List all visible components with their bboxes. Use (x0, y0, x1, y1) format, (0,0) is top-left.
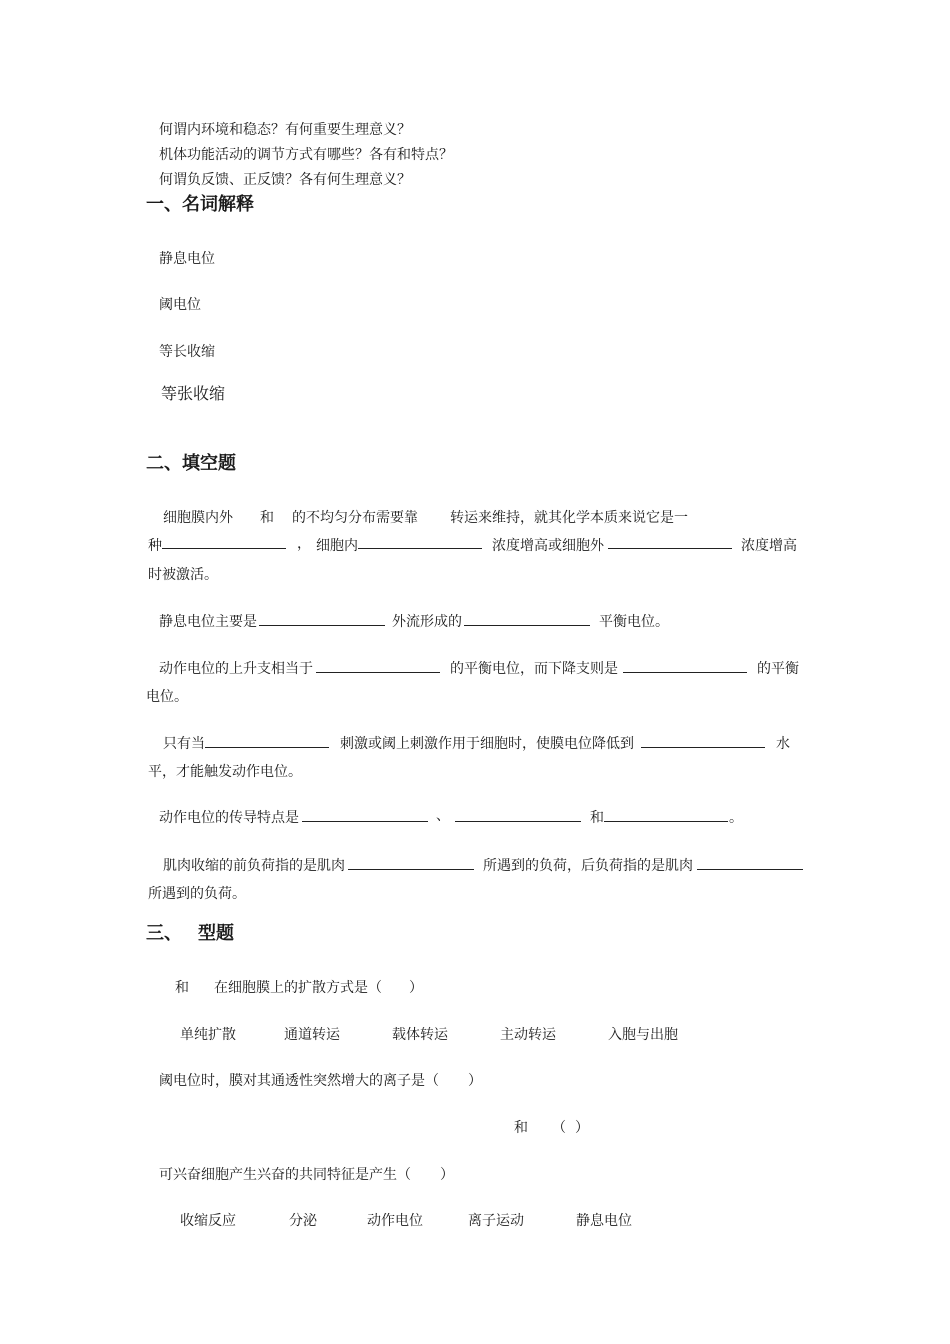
answer-blank[interactable] (162, 548, 286, 549)
answer-blank[interactable] (302, 821, 428, 822)
answer-blank[interactable] (604, 821, 728, 822)
intro-question-3: 何谓负反馈、正反馈？各有何生理意义？ (159, 172, 411, 188)
answer-blank[interactable] (348, 869, 474, 870)
fill-q5-text: 、 (436, 808, 450, 824)
mc-option[interactable]: 动作电位 (367, 1213, 423, 1229)
fill-q3-text: 的平衡 (757, 661, 799, 677)
term-item: 静息电位 (159, 251, 215, 267)
fill-q3-text: 的平衡电位，而下降支则是 (450, 661, 618, 677)
fill-q1-text: 转运来维持，就其化学本质来说它是一 (450, 510, 688, 526)
answer-blank[interactable] (697, 869, 803, 870)
answer-blank[interactable] (259, 625, 385, 626)
section3-heading: 三、 (146, 923, 182, 944)
fill-q6-text: 所遇到的负荷，后负荷指的是肌肉 (483, 858, 693, 874)
answer-blank[interactable] (316, 672, 440, 673)
mc-q2-stem: 阈电位时，膜对其通透性突然增大的离子是（ (159, 1073, 439, 1089)
fill-q5-text: 动作电位的传导特点是 (159, 810, 299, 826)
fill-q2-text: 静息电位主要是 (159, 614, 257, 630)
mc-option[interactable]: 收缩反应 (180, 1213, 236, 1229)
fill-q1-text: 种 (148, 538, 162, 554)
fill-q3-text: 电位。 (146, 689, 188, 705)
mc-q2-line2: ） (575, 1120, 589, 1136)
answer-blank[interactable] (608, 548, 732, 549)
fill-q6-text: 肌肉收缩的前负荷指的是肌肉 (163, 858, 345, 874)
fill-q2-text: 平衡电位。 (599, 614, 669, 630)
fill-q1-text: 浓度增高或细胞外 (492, 538, 604, 554)
fill-q2-text: 外流形成的 (392, 614, 462, 630)
mc-q2-line2: 和 (514, 1120, 528, 1136)
fill-q1-text: 细胞膜内外 (163, 510, 233, 526)
answer-blank[interactable] (623, 672, 747, 673)
answer-blank[interactable] (358, 548, 482, 549)
fill-q1-text: 时被激活。 (148, 567, 218, 583)
fill-q5-text: 和 (590, 810, 604, 826)
fill-q1-text: 细胞内 (316, 538, 358, 554)
mc-option[interactable]: 静息电位 (576, 1213, 632, 1229)
mc-q1-stem: ） (409, 980, 423, 996)
answer-blank[interactable] (641, 747, 765, 748)
mc-q2-line2: （ (552, 1120, 566, 1136)
intro-question-1: 何谓内环境和稳态？有何重要生理意义？ (159, 122, 411, 138)
mc-q2-stem: ） (468, 1073, 482, 1089)
mc-q3-stem: ） (440, 1167, 454, 1183)
mc-q1-stem: 和 (175, 980, 189, 996)
mc-option[interactable]: 分泌 (289, 1213, 317, 1229)
mc-q1-stem: 在细胞膜上的扩散方式是（ (214, 980, 382, 996)
mc-option[interactable]: 离子运动 (468, 1213, 524, 1229)
answer-blank[interactable] (205, 747, 329, 748)
fill-q5-text: 。 (729, 810, 743, 826)
mc-option[interactable]: 入胞与出胞 (608, 1027, 678, 1043)
section2-heading: 二、填空题 (146, 453, 236, 474)
term-item: 等长收缩 (159, 344, 215, 360)
fill-q4-text: 刺激或阈上刺激作用于细胞时，使膜电位降低到 (340, 736, 634, 752)
mc-q3-stem: 可兴奋细胞产生兴奋的共同特征是产生（ (159, 1167, 411, 1183)
fill-q3-text: 动作电位的上升支相当于 (159, 661, 313, 677)
term-item: 等张收缩 (161, 384, 226, 403)
mc-option[interactable]: 载体转运 (392, 1027, 448, 1043)
term-item: 阈电位 (159, 297, 201, 313)
fill-q4-text: 只有当 (163, 736, 205, 752)
answer-blank[interactable] (455, 821, 581, 822)
mc-option[interactable]: 通道转运 (284, 1027, 340, 1043)
fill-q1-text: ， (297, 536, 311, 552)
fill-q1-text: 和 (260, 510, 274, 526)
section1-heading: 一、名词解释 (146, 194, 254, 215)
fill-q4-text: 平，才能触发动作电位。 (148, 764, 302, 780)
mc-option[interactable]: 主动转运 (500, 1027, 556, 1043)
section3-heading-type: 型题 (198, 923, 234, 944)
intro-question-2: 机体功能活动的调节方式有哪些？各有和特点？ (159, 147, 453, 163)
fill-q1-text: 浓度增高 (741, 538, 797, 554)
fill-q6-text: 所遇到的负荷。 (148, 886, 246, 902)
fill-q4-text: 水 (776, 736, 790, 752)
mc-option[interactable]: 单纯扩散 (180, 1027, 236, 1043)
fill-q1-text: 的不均匀分布需要靠 (292, 510, 418, 526)
answer-blank[interactable] (464, 625, 590, 626)
